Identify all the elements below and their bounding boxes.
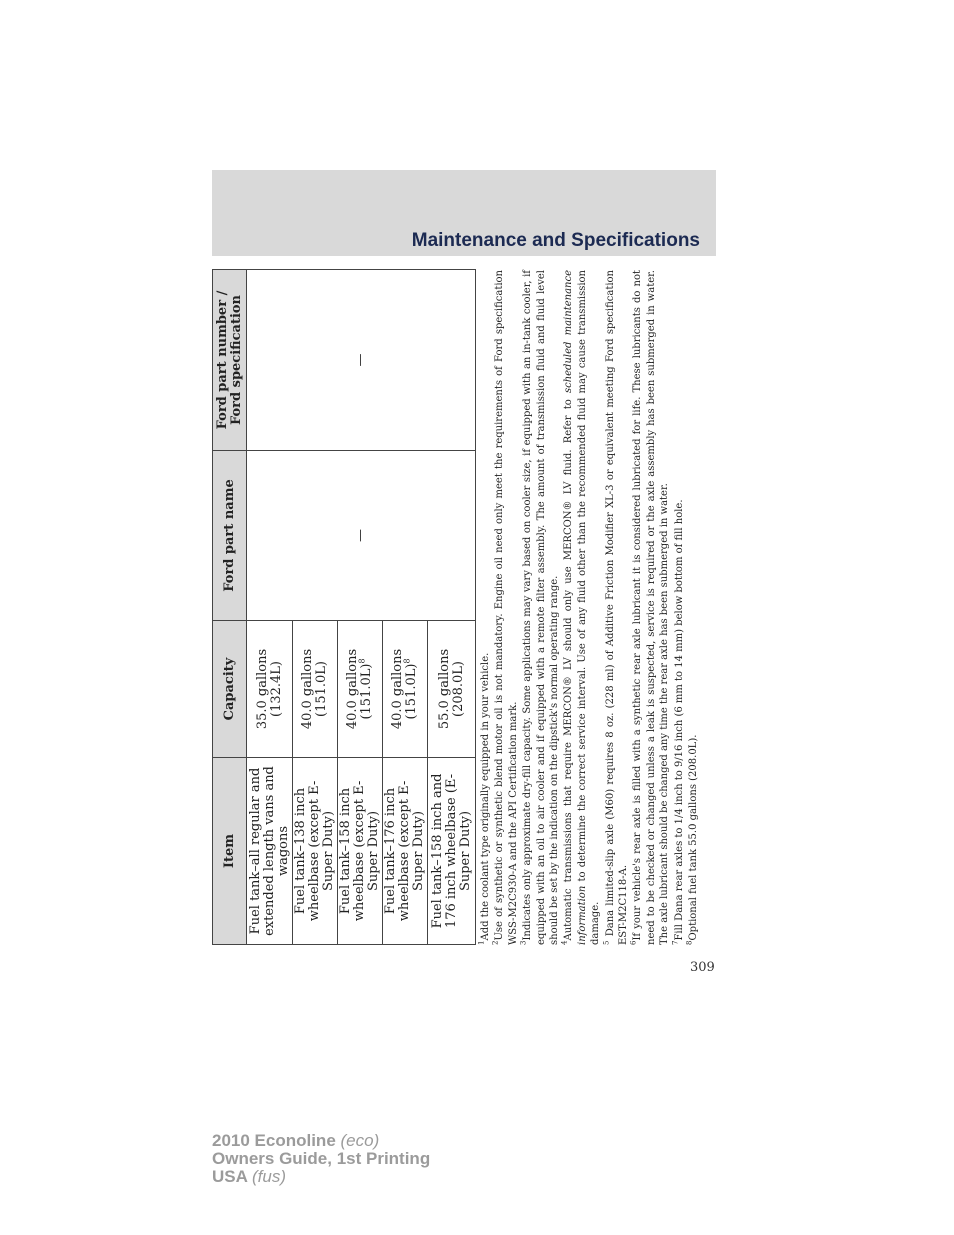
item-cell: Fuel tank–158 inch wheelbase (except E-Super Duty) <box>338 758 383 945</box>
footnote-ref: 8 <box>357 658 367 664</box>
capacity-cell: 40.0 gallons (151.0L) <box>293 621 338 758</box>
section-header-band <box>212 170 716 256</box>
footnote: $^5$ Dana limited-slip axle (M60) requires 8 oz. (228 ml) of Additive Friction Modifier XL-3 or equivalent meeting Ford specification EST-M2C118-A. <box>602 270 630 945</box>
item-cell: Fuel tank–176 inch wheelbase (except E-Super Duty) <box>383 758 428 945</box>
column-header-item: Item <box>213 758 247 945</box>
footer-line-1: 2010 Econoline (eco) <box>212 1131 380 1150</box>
capacity-cell: 35.0 gallons (132.4L) <box>247 621 293 758</box>
footnotes <box>476 270 701 945</box>
document-footer <box>212 1132 430 1186</box>
footer-line-2: Owners Guide, 1st Printing <box>212 1149 431 1168</box>
section-title: Maintenance and Specifications <box>411 230 700 251</box>
column-header-part-name: Ford part name <box>213 451 247 621</box>
footnote: $^2$Use of synthetic or synthetic blend motor oil is not mandatory. Engine oil need only meet the requirements of Ford specification WSS-M2C930-A and the API Certification mark. <box>492 270 519 945</box>
capacities-table <box>212 269 476 945</box>
footnote: $^3$Indicates only approximate dry-fill capacity. Some applications may vary based on cooler size, if equipped with an in-tank cooler, if equipped with an oil to air cooler and if equipped with a remote filter assembly. The amount of transmission fluid and fluid level should be set by the indication on the dipstick's normal operating range. <box>519 270 561 945</box>
table-header-row <box>213 270 247 945</box>
footnote: $^6$If your vehicle's rear axle is filled with a synthetic rear axle lubricant it is considered lubricated for life. These lubricants do not need to be checked or changed unless a leak is suspected, service is required or the axle assembly has been submerged in water. The axle lubricant should be changed any time the rear axle has been submerged in water. <box>630 270 671 945</box>
capacity-cell: 55.0 gallons (208.0L) <box>428 621 476 758</box>
part-number-cell: — <box>247 270 476 451</box>
column-header-capacity: Capacity <box>213 621 247 758</box>
footnote-ref: 8 <box>402 658 412 664</box>
table-row <box>247 270 293 945</box>
footnote: $^7$Fill Dana rear axles to 1/4 inch to 9/16 inch (6 mm to 14 mm) below bottom of fill hole. <box>671 499 685 945</box>
page-number: 309 <box>690 960 715 975</box>
capacity-cell: 40.0 gallons $(151.0L)^8$ <box>383 621 428 758</box>
footnote: $^1$Add the coolant type originally equipped in your vehicle. <box>477 652 491 945</box>
item-cell: Fuel tank–all regular and extended length vans and wagons <box>247 758 293 945</box>
capacity-cell: 40.0 gallons $(151.0L)^8$ <box>338 621 383 758</box>
item-cell: Fuel tank–138 inch wheelbase (except E-Super Duty) <box>293 758 338 945</box>
footer-line-3: USA (fus) <box>212 1167 286 1186</box>
footnote: $^4$Automatic transmissions that require MERCON® LV should only use MERCON® LV fluid. Refer to scheduled maintenance information to determine the correct service interval. Use of any fluid other than the recommended fluid may cause transmission damage. <box>561 270 602 945</box>
part-name-cell: — <box>247 451 476 621</box>
footnote: $^8$Optional fuel tank 55.0 gallons (208.0L). <box>685 734 700 945</box>
column-header-part-number: Ford part number / Ford specification <box>213 270 247 451</box>
rotated-content <box>212 270 717 945</box>
item-cell: Fuel tank–158 inch and 176 inch wheelbase (E-Super Duty) <box>428 758 476 945</box>
